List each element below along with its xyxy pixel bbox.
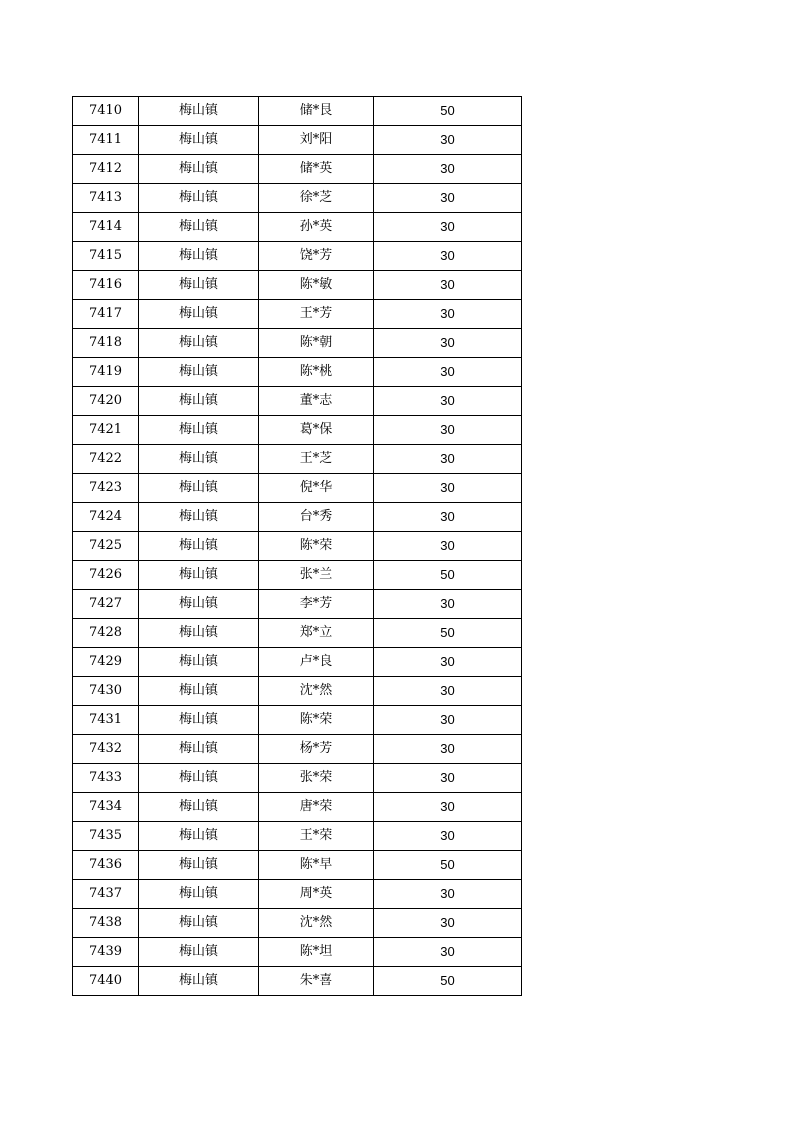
name-cell: 周*英 [259,880,374,909]
town-cell: 梅山镇 [139,213,259,242]
amount-cell: 30 [374,300,522,329]
row-number-cell: 7415 [73,242,139,271]
table-row [73,880,522,909]
name-cell: 孙*英 [259,213,374,242]
amount-cell: 30 [374,155,522,184]
amount-cell: 30 [374,677,522,706]
row-number-cell: 7437 [73,880,139,909]
table-row [73,242,522,271]
table-row [73,938,522,967]
table-row [73,387,522,416]
name-cell: 储*英 [259,155,374,184]
row-number-cell: 7434 [73,793,139,822]
amount-cell: 50 [374,619,522,648]
amount-cell: 30 [374,793,522,822]
table-row [73,213,522,242]
row-number-cell: 7433 [73,764,139,793]
row-number-cell: 7428 [73,619,139,648]
name-cell: 沈*然 [259,909,374,938]
amount-cell: 30 [374,938,522,967]
amount-cell: 30 [374,242,522,271]
table-row [73,503,522,532]
row-number-cell: 7439 [73,938,139,967]
town-cell: 梅山镇 [139,648,259,677]
town-cell: 梅山镇 [139,184,259,213]
town-cell: 梅山镇 [139,764,259,793]
table-row [73,184,522,213]
name-cell: 陈*朝 [259,329,374,358]
name-cell: 王*芝 [259,445,374,474]
table-row [73,909,522,938]
name-cell: 陈*坦 [259,938,374,967]
amount-cell: 30 [374,358,522,387]
amount-cell: 30 [374,445,522,474]
name-cell: 倪*华 [259,474,374,503]
amount-cell: 30 [374,909,522,938]
row-number-cell: 7435 [73,822,139,851]
table-row [73,677,522,706]
table-row [73,532,522,561]
amount-cell: 30 [374,648,522,677]
town-cell: 梅山镇 [139,271,259,300]
amount-cell: 30 [374,880,522,909]
table-row [73,474,522,503]
table-row [73,735,522,764]
name-cell: 卢*良 [259,648,374,677]
amount-cell: 30 [374,532,522,561]
amount-cell: 30 [374,271,522,300]
row-number-cell: 7431 [73,706,139,735]
name-cell: 董*志 [259,387,374,416]
row-number-cell: 7417 [73,300,139,329]
row-number-cell: 7410 [73,97,139,126]
amount-cell: 30 [374,213,522,242]
town-cell: 梅山镇 [139,706,259,735]
town-cell: 梅山镇 [139,938,259,967]
town-cell: 梅山镇 [139,561,259,590]
row-number-cell: 7440 [73,967,139,996]
amount-cell: 30 [374,503,522,532]
row-number-cell: 7427 [73,590,139,619]
town-cell: 梅山镇 [139,851,259,880]
name-cell: 刘*阳 [259,126,374,155]
town-cell: 梅山镇 [139,126,259,155]
name-cell: 杨*芳 [259,735,374,764]
town-cell: 梅山镇 [139,880,259,909]
row-number-cell: 7413 [73,184,139,213]
town-cell: 梅山镇 [139,474,259,503]
row-number-cell: 7422 [73,445,139,474]
town-cell: 梅山镇 [139,300,259,329]
table-row [73,416,522,445]
town-cell: 梅山镇 [139,909,259,938]
table-row [73,822,522,851]
name-cell: 台*秀 [259,503,374,532]
amount-cell: 30 [374,416,522,445]
row-number-cell: 7418 [73,329,139,358]
row-number-cell: 7416 [73,271,139,300]
name-cell: 王*芳 [259,300,374,329]
row-number-cell: 7430 [73,677,139,706]
row-number-cell: 7426 [73,561,139,590]
name-cell: 王*荣 [259,822,374,851]
name-cell: 陈*桃 [259,358,374,387]
name-cell: 李*芳 [259,590,374,619]
data-table [72,96,522,996]
town-cell: 梅山镇 [139,503,259,532]
town-cell: 梅山镇 [139,242,259,271]
town-cell: 梅山镇 [139,793,259,822]
town-cell: 梅山镇 [139,590,259,619]
town-cell: 梅山镇 [139,967,259,996]
table-row [73,358,522,387]
name-cell: 饶*芳 [259,242,374,271]
table-row [73,561,522,590]
name-cell: 陈*荣 [259,532,374,561]
amount-cell: 50 [374,561,522,590]
town-cell: 梅山镇 [139,329,259,358]
town-cell: 梅山镇 [139,445,259,474]
name-cell: 郑*立 [259,619,374,648]
amount-cell: 50 [374,97,522,126]
table-row [73,271,522,300]
table-row [73,706,522,735]
name-cell: 张*兰 [259,561,374,590]
name-cell: 陈*敏 [259,271,374,300]
table-row [73,967,522,996]
name-cell: 张*荣 [259,764,374,793]
town-cell: 梅山镇 [139,677,259,706]
name-cell: 葛*保 [259,416,374,445]
row-number-cell: 7420 [73,387,139,416]
amount-cell: 30 [374,474,522,503]
table-row [73,329,522,358]
name-cell: 徐*芝 [259,184,374,213]
table-body [73,97,522,996]
town-cell: 梅山镇 [139,619,259,648]
amount-cell: 50 [374,967,522,996]
town-cell: 梅山镇 [139,387,259,416]
name-cell: 陈*早 [259,851,374,880]
row-number-cell: 7419 [73,358,139,387]
town-cell: 梅山镇 [139,358,259,387]
table-row [73,445,522,474]
amount-cell: 30 [374,126,522,155]
table-row [73,764,522,793]
row-number-cell: 7438 [73,909,139,938]
row-number-cell: 7423 [73,474,139,503]
table-row [73,793,522,822]
town-cell: 梅山镇 [139,416,259,445]
row-number-cell: 7412 [73,155,139,184]
name-cell: 沈*然 [259,677,374,706]
amount-cell: 30 [374,706,522,735]
row-number-cell: 7432 [73,735,139,764]
row-number-cell: 7421 [73,416,139,445]
table-row [73,851,522,880]
row-number-cell: 7429 [73,648,139,677]
table-row [73,126,522,155]
table-row [73,619,522,648]
table-row [73,97,522,126]
amount-cell: 50 [374,851,522,880]
name-cell: 唐*荣 [259,793,374,822]
row-number-cell: 7411 [73,126,139,155]
row-number-cell: 7425 [73,532,139,561]
row-number-cell: 7436 [73,851,139,880]
name-cell: 朱*喜 [259,967,374,996]
town-cell: 梅山镇 [139,822,259,851]
amount-cell: 30 [374,735,522,764]
table-row [73,300,522,329]
table-row [73,155,522,184]
name-cell: 陈*荣 [259,706,374,735]
row-number-cell: 7414 [73,213,139,242]
amount-cell: 30 [374,822,522,851]
amount-cell: 30 [374,387,522,416]
town-cell: 梅山镇 [139,532,259,561]
town-cell: 梅山镇 [139,735,259,764]
table-row [73,590,522,619]
town-cell: 梅山镇 [139,155,259,184]
amount-cell: 30 [374,184,522,213]
amount-cell: 30 [374,590,522,619]
row-number-cell: 7424 [73,503,139,532]
table-row [73,648,522,677]
name-cell: 储*艮 [259,97,374,126]
amount-cell: 30 [374,329,522,358]
amount-cell: 30 [374,764,522,793]
town-cell: 梅山镇 [139,97,259,126]
